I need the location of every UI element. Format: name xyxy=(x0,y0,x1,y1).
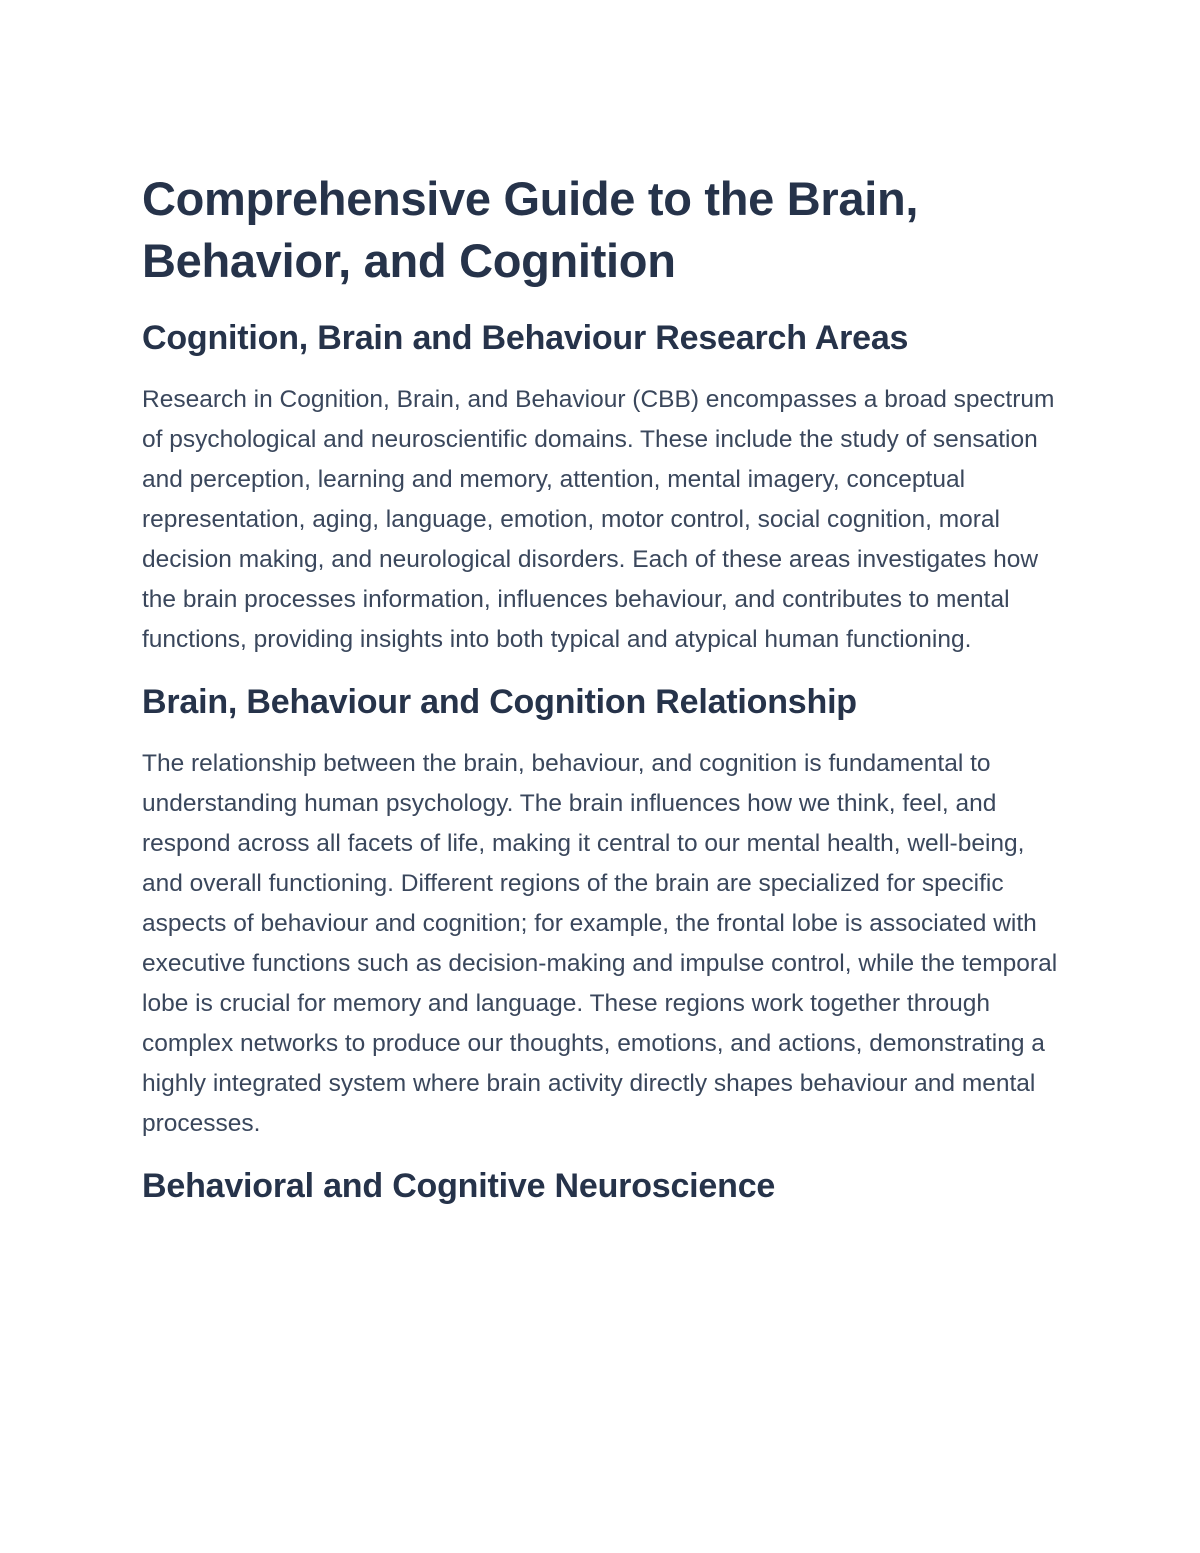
section-body-research-areas: Research in Cognition, Brain, and Behaviour (CBB) encompasses a broad spectrum of psychological and neuroscientific domains. These include the study of sensation and perception, learning and memory, attention, mental imagery, conceptual representation, aging, language, emotion, motor control, social cognition, moral decision making, and neurological disorders. Each of these areas investigates how the brain processes information, influences behaviour, and contributes to mental functions, providing insights into both typical and atypical human functioning. xyxy=(142,386,1055,653)
section-heading-research-areas: Cognition, Brain and Behaviour Research Areas xyxy=(142,319,909,357)
document-page xyxy=(142,168,1072,1228)
section-heading-relationship: Brain, Behaviour and Cognition Relationship xyxy=(142,683,857,721)
section-heading-neuroscience: Behavioral and Cognitive Neuroscience xyxy=(142,1167,776,1205)
section-body-relationship: The relationship between the brain, behaviour, and cognition is fundamental to understanding human psychology. The brain influences how we think, feel, and respond across all facets of life, making it central to our mental health, well-being, and overall functioning. Different regions of the brain are specialized for specific aspects of behaviour and cognition; for example, the frontal lobe is associated with executive functions such as decision-making and impulse control, while the temporal lobe is crucial for memory and language. These regions work together through complex networks to produce our thoughts, emotions, and actions, demonstrating a highly integrated system where brain activity directly shapes behaviour and mental processes. xyxy=(142,750,1058,1137)
document-title: Comprehensive Guide to the Brain, Behavior, and Cognition xyxy=(142,172,919,287)
